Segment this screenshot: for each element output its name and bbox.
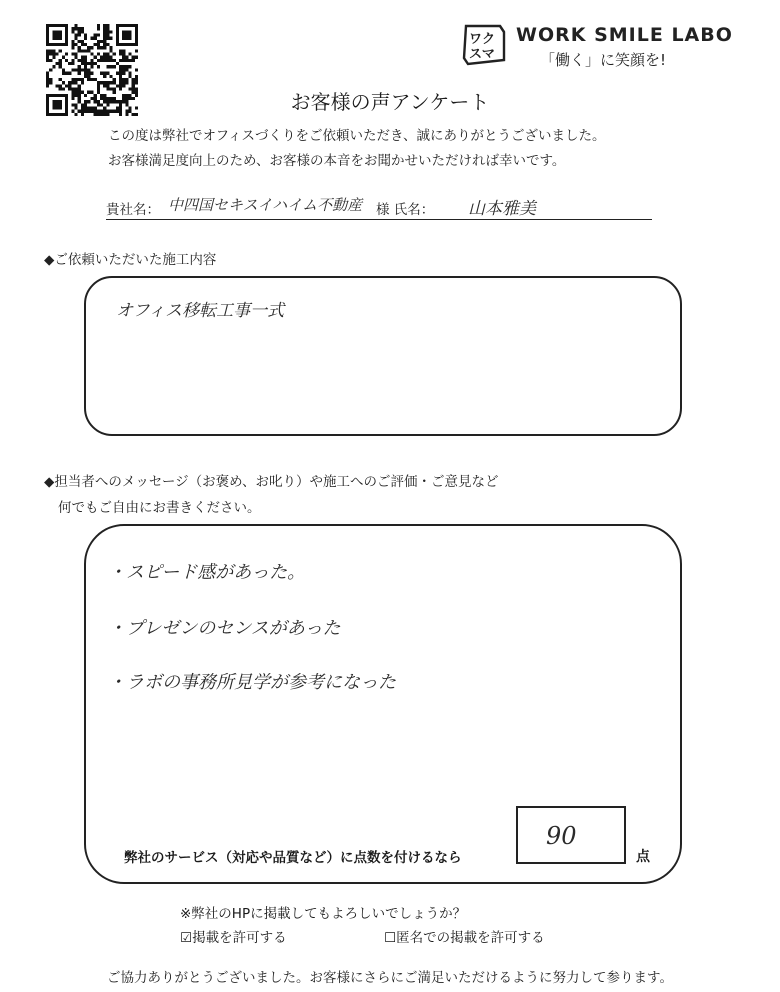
message-answer-3: ・ラボの事務所見学が参考になった [108,672,396,693]
company-logo [460,22,760,72]
intro-line-1: この度は弊社でオフィスづくりをご依頼いただき、誠にありがとうございました。 [108,128,606,144]
name-underline [106,219,652,220]
section-work-label: ◆ご依頼いただいた施工内容 [44,252,217,268]
option-allow-label: 掲載を許可する [192,930,287,946]
option-anonymous-label: 匿名での掲載を許可する [396,930,545,946]
section-message-label-1: ◆担当者へのメッセージ（お褒め、お叱り）や施工へのご評価・ご意見など [44,474,499,490]
svg-text:スマ: スマ [469,47,495,62]
person-label: 様 氏名： [376,202,435,218]
publish-question: ※弊社のHPに掲載してもよろしいでしょうか？ [180,906,467,922]
option-anonymous[interactable] [384,926,545,946]
message-answer-2: ・プレゼンのセンスがあった [108,618,341,639]
section-message-label-2: 何でもご自由にお書きください。 [58,500,261,516]
page-title: お客様の声アンケート [290,90,490,114]
score-unit: 点 [636,849,650,865]
company-name-handwritten: 中四国セキスイハイム不動産 [168,196,363,214]
brand-name: WORK SMILE LABO [516,24,733,46]
checkbox-unchecked-icon[interactable]: ☐ [384,930,397,946]
checkbox-checked-icon[interactable]: ☑ [180,930,193,946]
score-box [516,806,626,864]
person-name-handwritten: 山本雅美 [468,199,536,219]
brand-tagline: 「働く」に笑顔を! [540,51,667,69]
logo-mark-icon [460,22,508,68]
option-allow[interactable] [180,926,287,946]
message-answer-1: ・スピード感があった。 [108,562,306,583]
svg-text:ワク: ワク [469,32,496,47]
company-label [106,198,160,218]
score-label: 弊社のサービス（対応や品質など）に点数を付けるなら [124,850,462,866]
company-label-text: 貴社名： [106,202,160,218]
intro-line-2: お客様満足度向上のため、お客様の本音をお聞かせいただければ幸いです。 [108,153,566,169]
work-content-answer: オフィス移転工事一式 [116,301,285,321]
footer-message: ご協力ありがとうございました。お客様にさらにご満足いただけるように努力して参ります。 [107,970,673,986]
score-value: 90 [546,822,577,850]
